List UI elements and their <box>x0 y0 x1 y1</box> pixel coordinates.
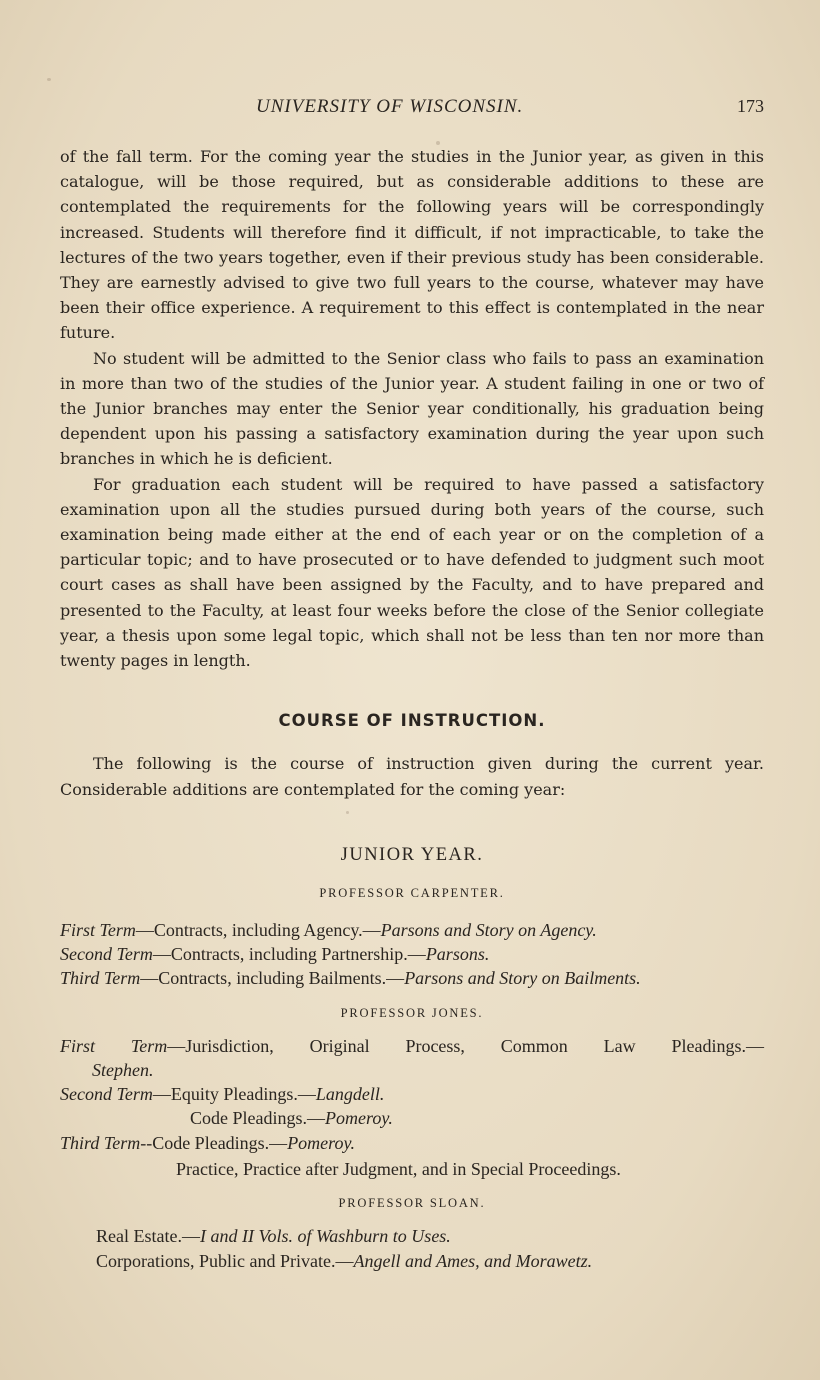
section-heading: COURSE OF INSTRUCTION. <box>278 711 546 730</box>
professor-carpenter-heading: PROFESSOR CARPENTER. <box>319 886 505 900</box>
course-authority: Parsons. <box>425 944 490 964</box>
course-subject: Code Pleadings.— <box>190 1108 325 1128</box>
running-head-title: UNIVERSITY OF WISCONSIN. <box>256 96 524 117</box>
professor-sloan-heading: PROFESSOR SLOAN. <box>338 1196 486 1210</box>
professor-jones-heading: PROFESSOR JONES. <box>340 1006 484 1020</box>
term-label: First Term <box>60 1036 168 1056</box>
course-authority: Langdell. <box>315 1084 385 1104</box>
course-authority: Parsons and Story on Agency. <box>380 920 597 940</box>
running-head <box>60 96 764 122</box>
term-label: Second Term <box>60 1084 153 1104</box>
course-line <box>176 1157 820 1181</box>
course-line <box>60 1034 764 1058</box>
term-label: Third Term <box>60 1133 141 1153</box>
course-line <box>96 1249 816 1273</box>
paper-speck <box>47 78 51 81</box>
course-line <box>60 942 780 966</box>
course-line <box>60 1131 780 1155</box>
body-text <box>60 144 764 673</box>
course-line <box>92 1058 812 1082</box>
paragraph-senior-admission: No student will be admitted to the Senior class who fails to pass an examination in more than two of the studies of the Junior year. A student failing in one or two of the Junior branches may enter the Senior year conditionally, his graduation being dependent upon his passing a satisfactory examination during the year upon such branches in which he is deficient. <box>60 348 764 469</box>
course-authority: I and II Vols. of Washburn to Uses. <box>199 1226 451 1246</box>
course-subject: —Contracts, including Agency.— <box>135 920 381 940</box>
course-line <box>60 918 780 942</box>
course-subject: —Jurisdiction, Original Process, Common Law Pleadings.— <box>167 1036 765 1056</box>
course-authority: Parsons and Story on Bailments. <box>404 968 641 988</box>
course-line <box>60 966 780 990</box>
course-subject: Corporations, Public and Private.— <box>96 1251 354 1271</box>
course-intro-text: The following is the course of instruction given during the current year. Considerable additions are contemplated for the coming year: <box>60 754 764 799</box>
course-line <box>190 1106 820 1130</box>
paragraph-continuation: of the fall term. For the coming year the studies in the Junior year, as given in this catalogue, will be those required, but as considerable additions to these are contemplated the requirements for the following years will be correspondingly increased. Students will therefore find it difficult, if not impracticable, to take the lectures of the two years together, even if their previous study has been considerable. They are earnestly advised to give two full years to the course, whatever may have been their office experience. A requirement to this effect is contemplated in the near future. <box>60 147 764 343</box>
course-authority: Stephen. <box>92 1060 154 1080</box>
term-label: Third Term <box>60 968 141 988</box>
course-line <box>96 1224 816 1248</box>
course-subject: —Contracts, including Bailments.— <box>140 968 405 988</box>
course-authority: Pomeroy. <box>287 1133 356 1153</box>
page-number: 173 <box>737 96 764 116</box>
course-authority: Angell and Ames, and Morawetz. <box>353 1251 593 1271</box>
term-label: First Term <box>60 920 136 940</box>
term-label: Second Term <box>60 944 153 964</box>
year-heading: JUNIOR YEAR. <box>340 845 484 865</box>
course-authority: Pomeroy. <box>325 1108 393 1128</box>
course-subject: Real Estate.— <box>96 1226 200 1246</box>
course-subject: —Contracts, including Partnership.— <box>152 944 426 964</box>
course-subject: —Equity Pleadings.— <box>152 1084 316 1104</box>
paragraph-graduation: For graduation each student will be required to have passed a satisfactory examination upon all the studies pursued during both years of the course, such examination being made either at the end of each year or on the completion of a particular topic; and to have prosecuted or to have defended to judgment such moot court cases as shall have been assigned by the Faculty, and to have prepared and presented to the Faculty, at least four weeks before the close of the Senior collegiate year, a thesis upon some legal topic, which shall not be less than ten nor more than twenty pages in length. <box>60 474 764 671</box>
course-intro <box>60 751 764 802</box>
course-subject: Practice, Practice after Judgment, and in Special Proceedings. <box>176 1159 621 1179</box>
course-subject: --Code Pleadings.— <box>140 1133 288 1153</box>
paper-speck <box>346 811 349 814</box>
course-line <box>60 1082 780 1106</box>
